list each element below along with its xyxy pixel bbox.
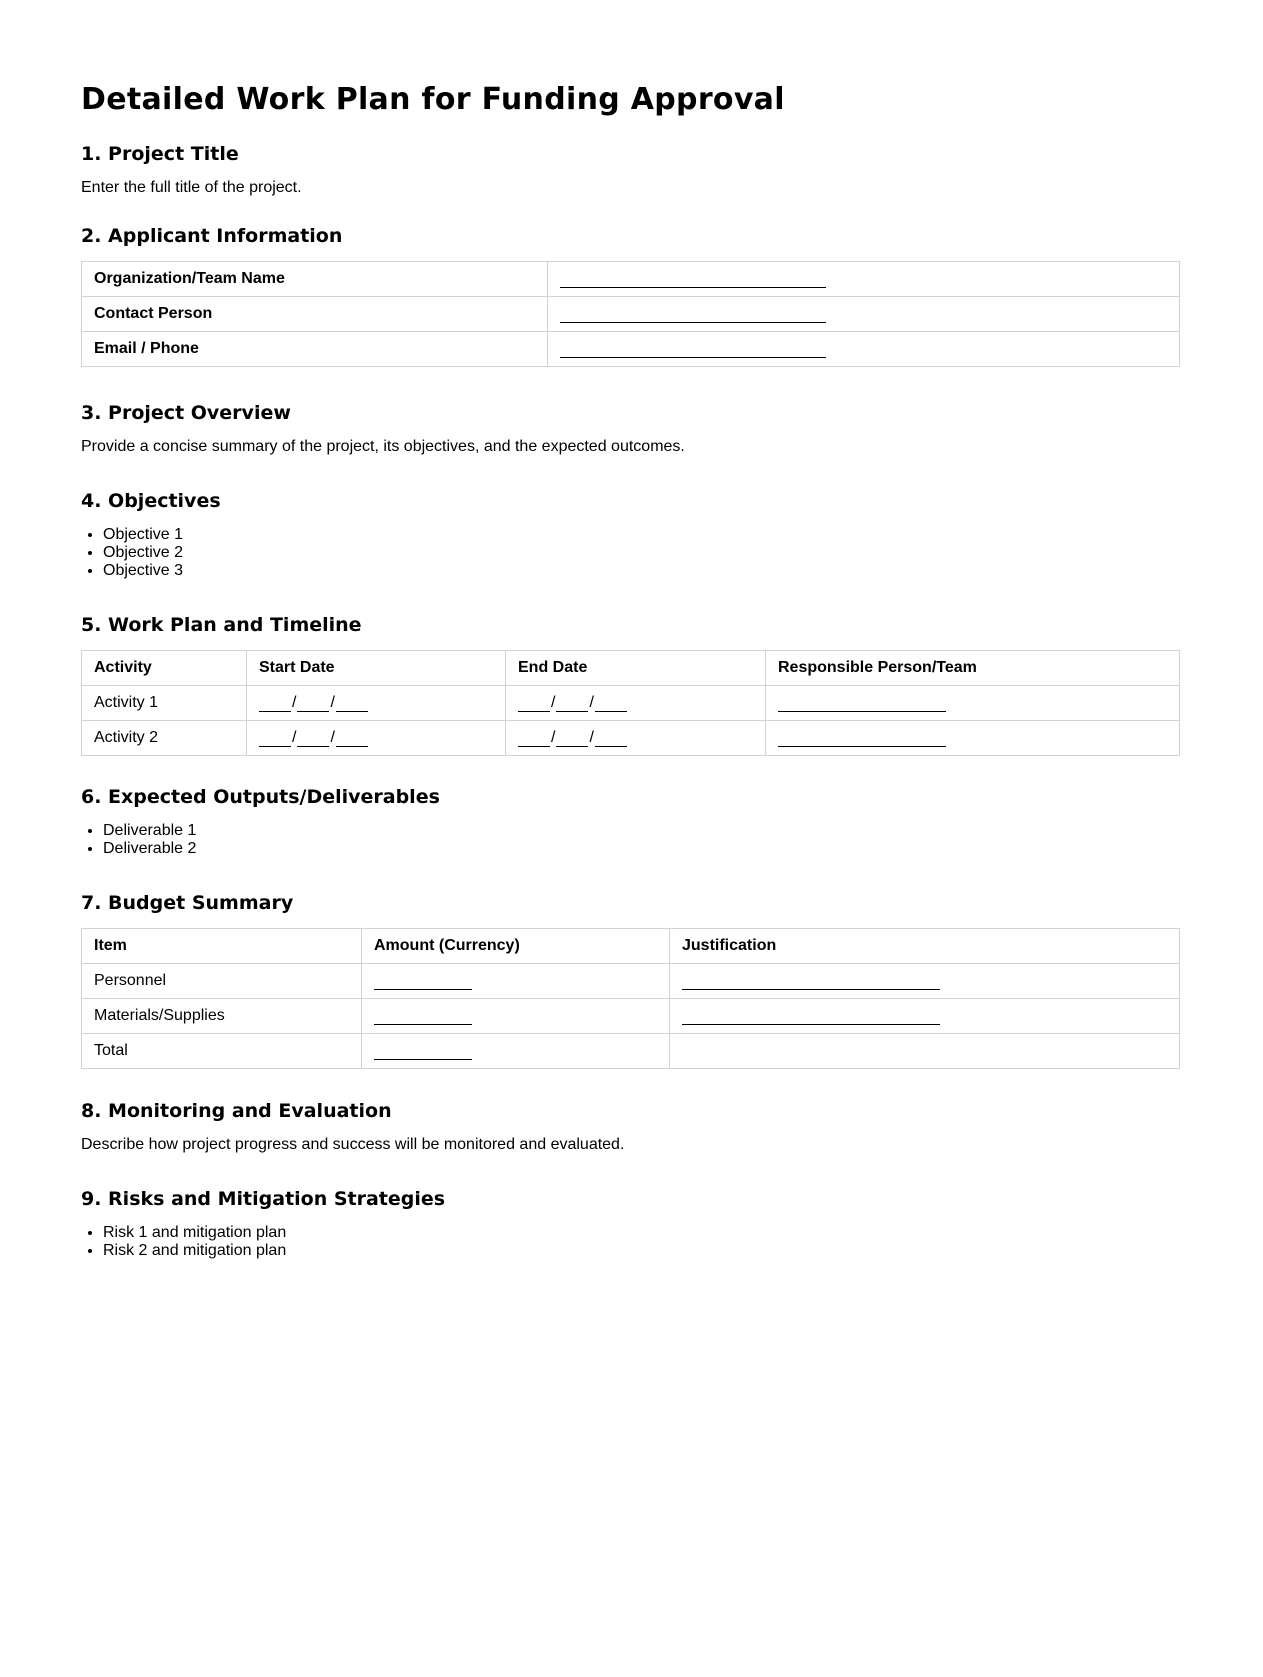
section-heading: 7. Budget Summary (81, 892, 294, 914)
column-header: Activity (82, 651, 247, 686)
date-separator: / (551, 729, 556, 746)
budget-item-cell: Total (82, 1034, 362, 1069)
applicant-value-cell (548, 262, 1180, 297)
date-separator: / (551, 694, 556, 711)
amount-cell (362, 964, 670, 999)
section-objectives (81, 490, 1180, 580)
date-blank[interactable] (336, 732, 368, 747)
date-separator: / (330, 694, 335, 711)
column-header: End Date (506, 651, 766, 686)
section-project-overview (81, 402, 1180, 456)
objectives-list (81, 526, 1180, 580)
date-separator: / (589, 694, 594, 711)
fill-in-blank[interactable] (374, 975, 472, 990)
list-item: • Objective 1 (103, 526, 1180, 544)
section-work-plan (81, 614, 1180, 756)
table-row (82, 686, 1180, 721)
date-blank[interactable] (297, 697, 329, 712)
applicant-value-cell (548, 297, 1180, 332)
section-text: Enter the full title of the project. (81, 179, 302, 196)
section-heading: 3. Project Overview (81, 402, 291, 424)
section-risks (81, 1188, 1180, 1260)
table-row (82, 964, 1180, 999)
date-blank[interactable] (556, 697, 588, 712)
table-row (82, 262, 1180, 297)
applicant-label: Email / Phone (82, 332, 548, 367)
table-header-row (82, 929, 1180, 964)
date-blank[interactable] (259, 732, 291, 747)
table-row (82, 999, 1180, 1034)
amount-cell (362, 999, 670, 1034)
list-item: • Deliverable 1 (103, 822, 1180, 840)
date-separator: / (292, 729, 297, 746)
date-separator: / (589, 729, 594, 746)
section-heading: 2. Applicant Information (81, 225, 343, 247)
activity-cell: Activity 1 (82, 686, 247, 721)
budget-table (81, 928, 1180, 1069)
column-header: Justification (670, 929, 1180, 964)
list-item: • Objective 2 (103, 544, 1180, 562)
date-blank[interactable] (259, 697, 291, 712)
amount-cell (362, 1034, 670, 1069)
deliverables-list (81, 822, 1180, 858)
risks-list (81, 1224, 1180, 1260)
justification-cell (670, 964, 1180, 999)
fill-in-blank[interactable] (374, 1010, 472, 1025)
section-heading: 5. Work Plan and Timeline (81, 614, 362, 636)
date-blank[interactable] (595, 697, 627, 712)
date-blank[interactable] (595, 732, 627, 747)
fill-in-blank[interactable] (682, 1010, 940, 1025)
section-text: Provide a concise summary of the project, its objectives, and the expected outcomes. (81, 438, 685, 455)
end-date-cell (506, 721, 766, 756)
fill-in-blank[interactable] (682, 975, 940, 990)
column-header: Item (82, 929, 362, 964)
date-blank[interactable] (518, 697, 550, 712)
list-item: • Deliverable 2 (103, 840, 1180, 858)
start-date-cell (247, 721, 506, 756)
list-item: • Risk 1 and mitigation plan (103, 1224, 1180, 1242)
budget-item-cell: Materials/Supplies (82, 999, 362, 1034)
justification-cell (670, 999, 1180, 1034)
section-applicant-information (81, 225, 1180, 367)
section-heading: 8. Monitoring and Evaluation (81, 1100, 392, 1122)
column-header: Start Date (247, 651, 506, 686)
activity-cell: Activity 2 (82, 721, 247, 756)
fill-in-blank[interactable] (374, 1045, 472, 1060)
table-row (82, 332, 1180, 367)
applicant-table (81, 261, 1180, 367)
section-project-title (81, 143, 1180, 197)
date-blank[interactable] (297, 732, 329, 747)
responsible-cell (766, 686, 1180, 721)
end-date-cell (506, 686, 766, 721)
table-row (82, 297, 1180, 332)
section-heading: 4. Objectives (81, 490, 221, 512)
section-heading: 6. Expected Outputs/Deliverables (81, 786, 440, 808)
responsible-cell (766, 721, 1180, 756)
section-deliverables (81, 786, 1180, 858)
section-text: Describe how project progress and success will be monitored and evaluated. (81, 1136, 625, 1153)
fill-in-blank[interactable] (560, 308, 826, 323)
fill-in-blank[interactable] (560, 343, 826, 358)
column-header: Amount (Currency) (362, 929, 670, 964)
start-date-cell (247, 686, 506, 721)
date-blank[interactable] (556, 732, 588, 747)
date-separator: / (330, 729, 335, 746)
applicant-label: Organization/Team Name (82, 262, 548, 297)
fill-in-blank[interactable] (778, 697, 946, 712)
table-row (82, 1034, 1180, 1069)
justification-cell (670, 1034, 1180, 1069)
table-row (82, 721, 1180, 756)
budget-item-cell: Personnel (82, 964, 362, 999)
fill-in-blank[interactable] (778, 732, 946, 747)
applicant-label: Contact Person (82, 297, 548, 332)
list-item: • Risk 2 and mitigation plan (103, 1242, 1180, 1260)
section-budget-summary (81, 892, 1180, 1069)
list-item: • Objective 3 (103, 562, 1180, 580)
work-plan-table (81, 650, 1180, 756)
date-blank[interactable] (336, 697, 368, 712)
section-heading: 1. Project Title (81, 143, 239, 165)
fill-in-blank[interactable] (560, 273, 826, 288)
date-separator: / (292, 694, 297, 711)
table-header-row (82, 651, 1180, 686)
section-monitoring (81, 1100, 1180, 1154)
section-heading: 9. Risks and Mitigation Strategies (81, 1188, 446, 1210)
date-blank[interactable] (518, 732, 550, 747)
column-header: Responsible Person/Team (766, 651, 1180, 686)
page-title: Detailed Work Plan for Funding Approval (81, 82, 785, 117)
applicant-value-cell (548, 332, 1180, 367)
